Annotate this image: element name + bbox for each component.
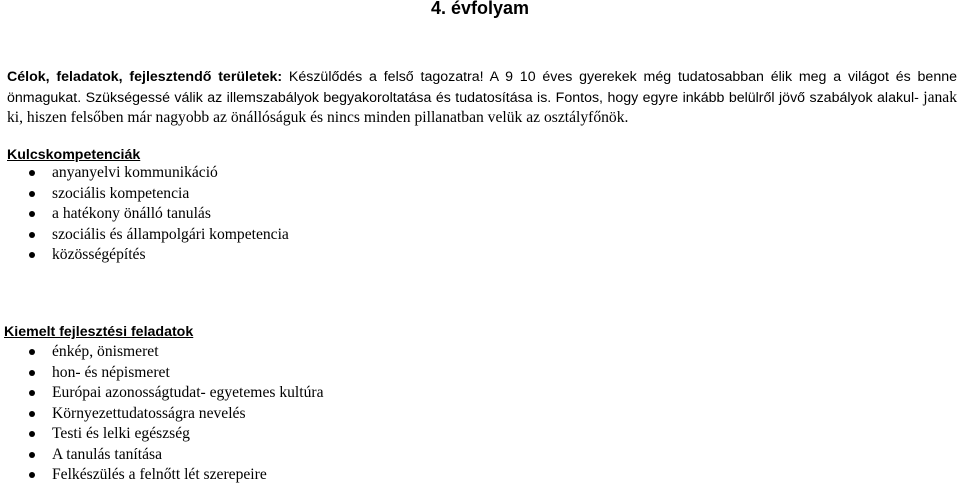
intro-paragraph — [7, 67, 957, 129]
tasks-heading: Kiemelt fejlesztési feladatok — [4, 324, 194, 340]
intro-sentence-1: Készülődés a felső tagozatra! A 9 10 éves gyerekek még tudatosabban élik meg a világot és benne önmagukat. — [7, 69, 957, 106]
bullet-icon — [29, 411, 35, 417]
key-competences-list — [52, 163, 289, 266]
list-item: anyanyelvi kommunikáció — [52, 163, 289, 184]
intro-sentence-2: Szükségessé válik az illemszabályok begyakoroltatása és tudatosítása is. — [81, 89, 552, 106]
list-item: hon- és népismeret — [52, 363, 324, 384]
list-item: Testi és lelki egészség — [52, 424, 324, 445]
intro-sentence-4: janak ki, hiszen felsőben már nagyobb az önállóságuk és nincs minden pillanatban velük az osztályfőnök. — [7, 88, 958, 126]
page-title: 4. évfolyam — [430, 0, 530, 18]
list-item: Európai azonosságtudat- egyetemes kultúra — [52, 383, 324, 404]
list-item: A tanulás tanítása — [52, 445, 324, 466]
bullet-icon — [29, 191, 35, 197]
list-item: közösségépítés — [52, 245, 289, 266]
bullet-icon — [29, 349, 35, 355]
bullet-icon — [29, 431, 35, 437]
list-item: Felkészülés a felnőtt lét szerepeire — [52, 465, 324, 486]
list-item: Környezettudatosságra nevelés — [52, 404, 324, 425]
list-item: énkép, önismeret — [52, 342, 324, 363]
list-item: a hatékony önálló tanulás — [52, 204, 289, 225]
bullet-icon — [29, 232, 35, 238]
tasks-list — [52, 342, 324, 486]
bullet-icon — [29, 370, 35, 376]
bullet-icon — [29, 390, 35, 396]
bullet-icon — [29, 452, 35, 458]
bullet-icon — [29, 252, 35, 258]
key-competences-heading: Kulcskompetenciák — [7, 147, 141, 163]
intro-sentence-3: Fontos, hogy egyre inkább belülről jövő szabályok alakul- — [551, 89, 919, 106]
list-item: szociális és állampolgári kompetencia — [52, 225, 289, 246]
bullet-icon — [29, 211, 35, 217]
bullet-icon — [29, 472, 35, 478]
bullet-icon — [29, 170, 35, 176]
list-item: szociális kompetencia — [52, 184, 289, 205]
intro-lead: Célok, feladatok, fejlesztendő területek: — [7, 69, 283, 85]
